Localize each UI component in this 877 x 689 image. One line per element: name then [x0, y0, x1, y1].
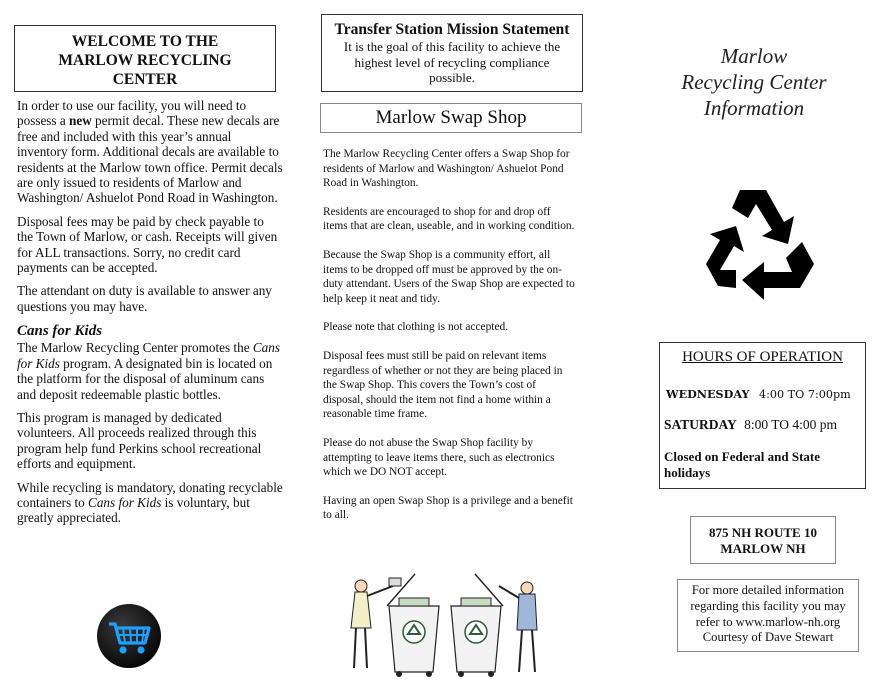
cans-for-kids-heading: Cans for Kids — [17, 323, 103, 340]
brochure-title-line-1: Marlow — [720, 44, 788, 68]
brochure-title-line-3: Information — [703, 96, 805, 120]
saturday-time: 8:00 TO 4:00 pm — [744, 417, 838, 432]
cans-p1-italic: Cans for Kids — [17, 340, 280, 371]
recycling-bin-left — [387, 574, 439, 677]
wednesday-time: 4:00 TO 7:00pm — [759, 388, 851, 401]
cans-p1-end: program. A designated bin is located on the platform for the disposal of aluminum cans and deposit redeemable plastic bottles. — [17, 355, 273, 402]
brochure-title — [640, 43, 868, 121]
welcome-title-box — [14, 25, 276, 92]
recycling-bin-right — [451, 574, 503, 677]
recycle-symbol-icon — [690, 178, 816, 304]
hours-title: HOURS OF OPERATION — [682, 349, 843, 365]
swap-paragraph-1: The Marlow Recycling Center offers a Swap Shop for residents of Marlow and Washington/ Ashuelot Pond Road in Washington. — [323, 148, 570, 190]
welcome-title: WELCOME TO THE MARLOW RECYCLING CENTER — [58, 33, 232, 88]
attendant-paragraph: The attendant on duty is available to answer any questions you may have. — [17, 283, 272, 314]
cans-p3-italic: Cans for Kids — [88, 494, 162, 510]
swap-paragraph-3: Because the Swap Shop is a community effort, all items to be dropped off must be approved by the on-duty attendant. Users of the Swap Shop are expected to help keep it neat and tidy. — [323, 248, 575, 305]
mission-statement-box — [321, 14, 583, 92]
saturday-label: SATURDAY — [664, 417, 737, 432]
address-box — [690, 516, 836, 564]
intro-new-word: new — [69, 113, 92, 129]
swap-shop-title: Marlow Swap Shop — [375, 107, 527, 128]
cans-paragraph-2: This program is managed by dedicated volunteers. All proceeds realized through this program help fund Perkins school recreational efforts and equipment. — [17, 409, 262, 472]
intro-text-end: permit decal. These new decals are free and included with this year’s annual inventory form. Additional decals are available to residents at the Marlow town office. Permit decals are only issued to residents of Marlow and Washington/ Ashuelot Pond Road in Washington. — [17, 113, 283, 206]
more-info-box — [677, 579, 859, 652]
cans-paragraph-1 — [17, 340, 283, 402]
swap-shop-text — [323, 147, 575, 523]
left-column-text — [17, 98, 283, 526]
fees-paragraph: Disposal fees may be paid by check payable to the Town of Marlow, or cash. Receipts will given for ALL transactions. Sorry, no credit card payments can be accepted. — [17, 213, 278, 276]
cans-p3-end: is voluntary, but greatly appreciated. — [17, 494, 250, 526]
address-line-2: MARLOW NH — [720, 541, 806, 556]
swap-paragraph-2: Residents are encouraged to shop for and drop off items that are clean, useable, and in working condition. — [323, 205, 575, 233]
more-info-text: For more detailed information regarding this facility you may refer to www.marlow-nh.org Courtesy of Dave Stewart — [690, 583, 846, 645]
intro-text-start: In order to use our facility, you will need to possess a — [17, 98, 247, 129]
swap-paragraph-5: Disposal fees must still be paid on relevant items regardless of whether or not they are being placed in the Swap Shop. This covers the Town’s cost of disposal, should the item not find a home within a reasonable time frame. — [323, 349, 563, 421]
cans-paragraph-3 — [17, 480, 283, 526]
closed-holidays-note: Closed on Federal and State holidays — [664, 449, 820, 480]
mission-text: It is the goal of this facility to achieve the highest level of recycling compliance possible. — [343, 39, 561, 85]
cans-p3-start: While recycling is mandatory, donating recyclable containers to — [17, 479, 283, 510]
address-line-1: 875 NH ROUTE 10 — [709, 525, 817, 540]
swap-paragraph-6: Please do not abuse the Swap Shop facility by attempting to leave items there, such as electronics which we DO NOT accept. — [323, 436, 555, 479]
intro-paragraph — [17, 98, 283, 206]
swap-paragraph-4: Please note that clothing is not accepted. — [323, 321, 509, 334]
brochure-title-line-2: Recycling Center — [681, 70, 827, 94]
swap-paragraph-7: Having an open Swap Shop is a privilege and a benefit to all. — [323, 494, 573, 522]
shopping-cart-icon — [96, 603, 162, 669]
saturday-hours-row — [664, 417, 837, 433]
wednesday-label: WEDNESDAY — [666, 387, 750, 401]
cans-p1-start: The Marlow Recycling Center promotes the — [17, 340, 253, 356]
right-person-figure — [499, 582, 537, 672]
swap-shop-title-box — [320, 103, 582, 133]
people-recycling-bins-illustration — [343, 568, 549, 680]
wednesday-hours-row — [666, 387, 851, 401]
mission-title: Transfer Station Mission Statement — [334, 21, 570, 38]
hours-of-operation-box — [659, 342, 866, 489]
